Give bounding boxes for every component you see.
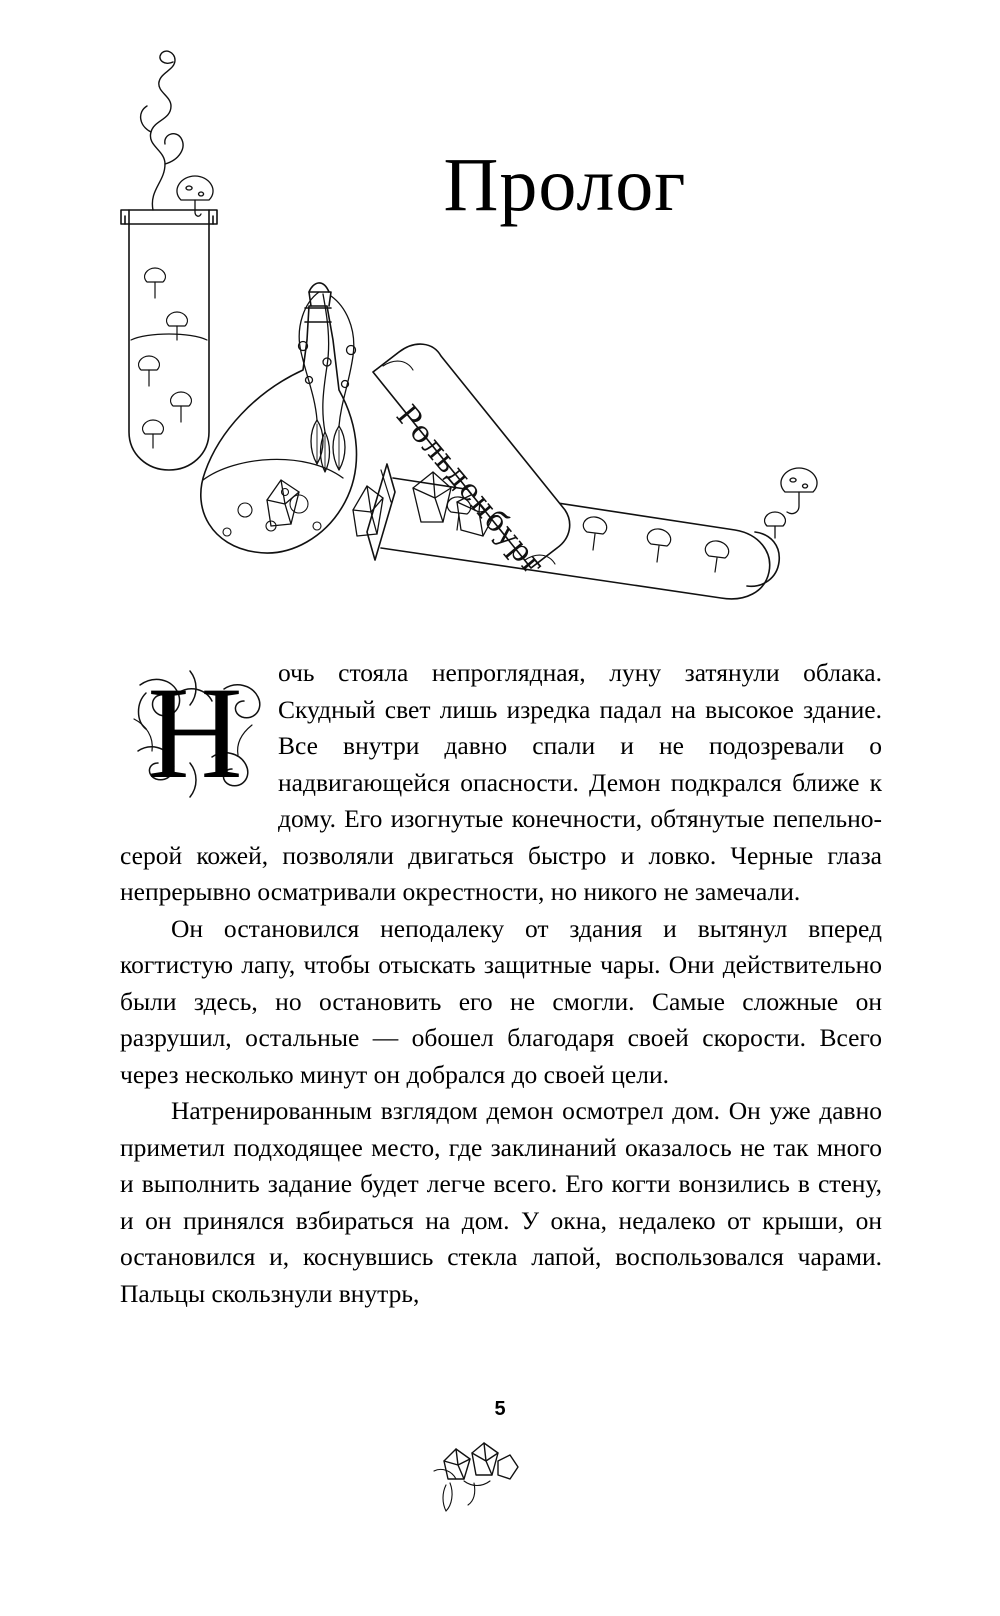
scroll-banner <box>373 344 570 583</box>
body-text <box>120 655 882 1312</box>
crystal-ornament-icon <box>434 1443 518 1511</box>
test-tube-diagonal <box>367 464 779 599</box>
alchemy-flasks-illustration <box>95 40 855 620</box>
paragraph-1 <box>120 655 882 911</box>
talisman-charms <box>299 292 356 472</box>
scroll-text: Рольденбург <box>388 398 552 584</box>
mushroom-icon-right <box>765 468 817 538</box>
paragraph-1-text: очь стояла непроглядная, луну затянули облака. Скудный свет лишь изредка падал на высокое здание. Все внутри давно спали и не подозревали о надвигающейся опасности. Демон подкрался ближе к дому. Его изогнутые конечности, обтянутые пепельно-серой кожей, позволяли двигаться быстро и ловко. Черные глаза непрерывно осматривали окрестности, но никого не замечали. <box>120 658 882 906</box>
footer-ornament <box>420 1435 530 1515</box>
drop-cap <box>120 659 270 807</box>
page-title: Пролог <box>443 142 687 227</box>
drop-cap-letter: Н <box>147 659 243 806</box>
paragraph-2: Он остановился неподалеку от здания и вытянул вперед когтистую лапу, чтобы отыскать защитные чары. Они действительно были здесь, но остановить его не смогли. Самые сложные он разрушил, остальные — обошел благодаря своей скорости. Всего через несколько минут он добрался до своей цели. <box>120 913 882 1089</box>
test-tube-vertical <box>121 210 217 470</box>
flask-with-liquid <box>201 283 357 553</box>
paragraph-3: Натренированным взглядом демон осмотрел дом. Он уже давно приметил подходящее место, где заклинаний оказалось не так много и выполнить задание будет легче всего. Его когти вонзились в стену, и он принялся взбираться на дом. У окна, недалеко от крыши, он остановился и, коснувшись стекла лапой, воспользовался чарами. Пальцы скользнули внутрь, <box>120 1096 882 1308</box>
page-number: 5 <box>494 1398 506 1420</box>
